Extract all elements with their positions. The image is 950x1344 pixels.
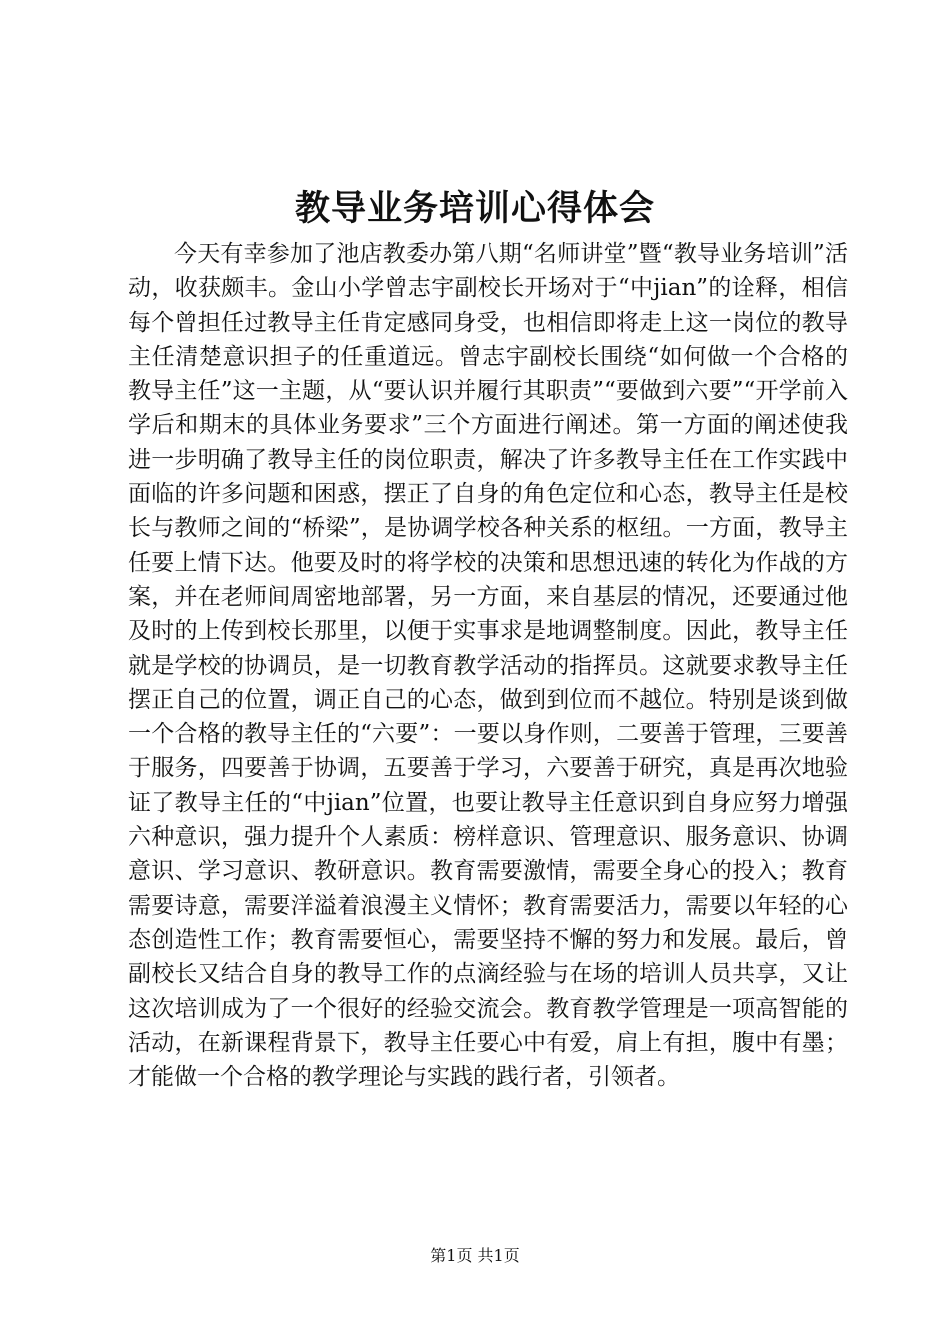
page-number-footer: 第1页 共1页 (430, 1246, 520, 1265)
document-title: 教导业务培训心得体会 (294, 188, 655, 229)
body-paragraph: 今天有幸参加了池店教委办第八期“名师讲堂”暨“教导业务培训”活动，收获颇丰。金山小学曾志宇副校长开场对于“中jian”的诠释，相信每个曾担任过教导主任肯定感同身受，也相信即将走上这一岗位的教导主任清楚意识担子的任重道远。曾志宇副校长围绕“如何做一个合格的教导主任”这一主题，从“要认识并履行其职责”“要做到六要”“开学前入学后和期末的具体业务要求”三个方面进行阐述。第一方面的阐述使我进一步明确了教导主任的岗位职责，解决了许多教导主任在工作实践中面临的许多问题和困惑，摆正了自身的角色定位和心态，教导主任是校长与教师之间的“桥梁”，是协调学校各种关系的枢纽。一方面，教导主任要上情下达。他要及时的将学校的决策和思想迅速的转化为作战的方案，并在老师间周密地部署，另一方面，来自基层的情况，还要通过他及时的上传到校长那里，以便于实事求是地调整制度。因此，教导主任就是学校的协调员，是一切教育教学活动的指挥员。这就要求教导主任摆正自己的位置，调正自己的心态，做到到位而不越位。特别是谈到做一个合格的教导主任的“六要”：一要以身作则，二要善于管理，三要善于服务，四要善于协调，五要善于学习，六要善于研究，真是再次地验证了教导主任的“中jian”位置，也要让教导主任意识到自身应努力增强六种意识，强力提升个人素质：榜样意识、管理意识、服务意识、协调意识、学习意识、教研意识。教育需要激情，需要全身心的投入；教育需要诗意，需要洋溢着浪漫主义情怀；教育需要活力，需要以年轻的心态创造性工作；教育需要恒心，需要坚持不懈的努力和发展。最后，曾副校长又结合自身的教导工作的点滴经验与在场的培训人员共享，又让这次培训成为了一个很好的经验交流会。教育教学管理是一项高智能的活动，在新课程背景下，教导主任要心中有爱，肩上有担，腹中有墨；才能做一个合格的教学理论与实践的践行者，引领者。 (128, 241, 848, 1091)
